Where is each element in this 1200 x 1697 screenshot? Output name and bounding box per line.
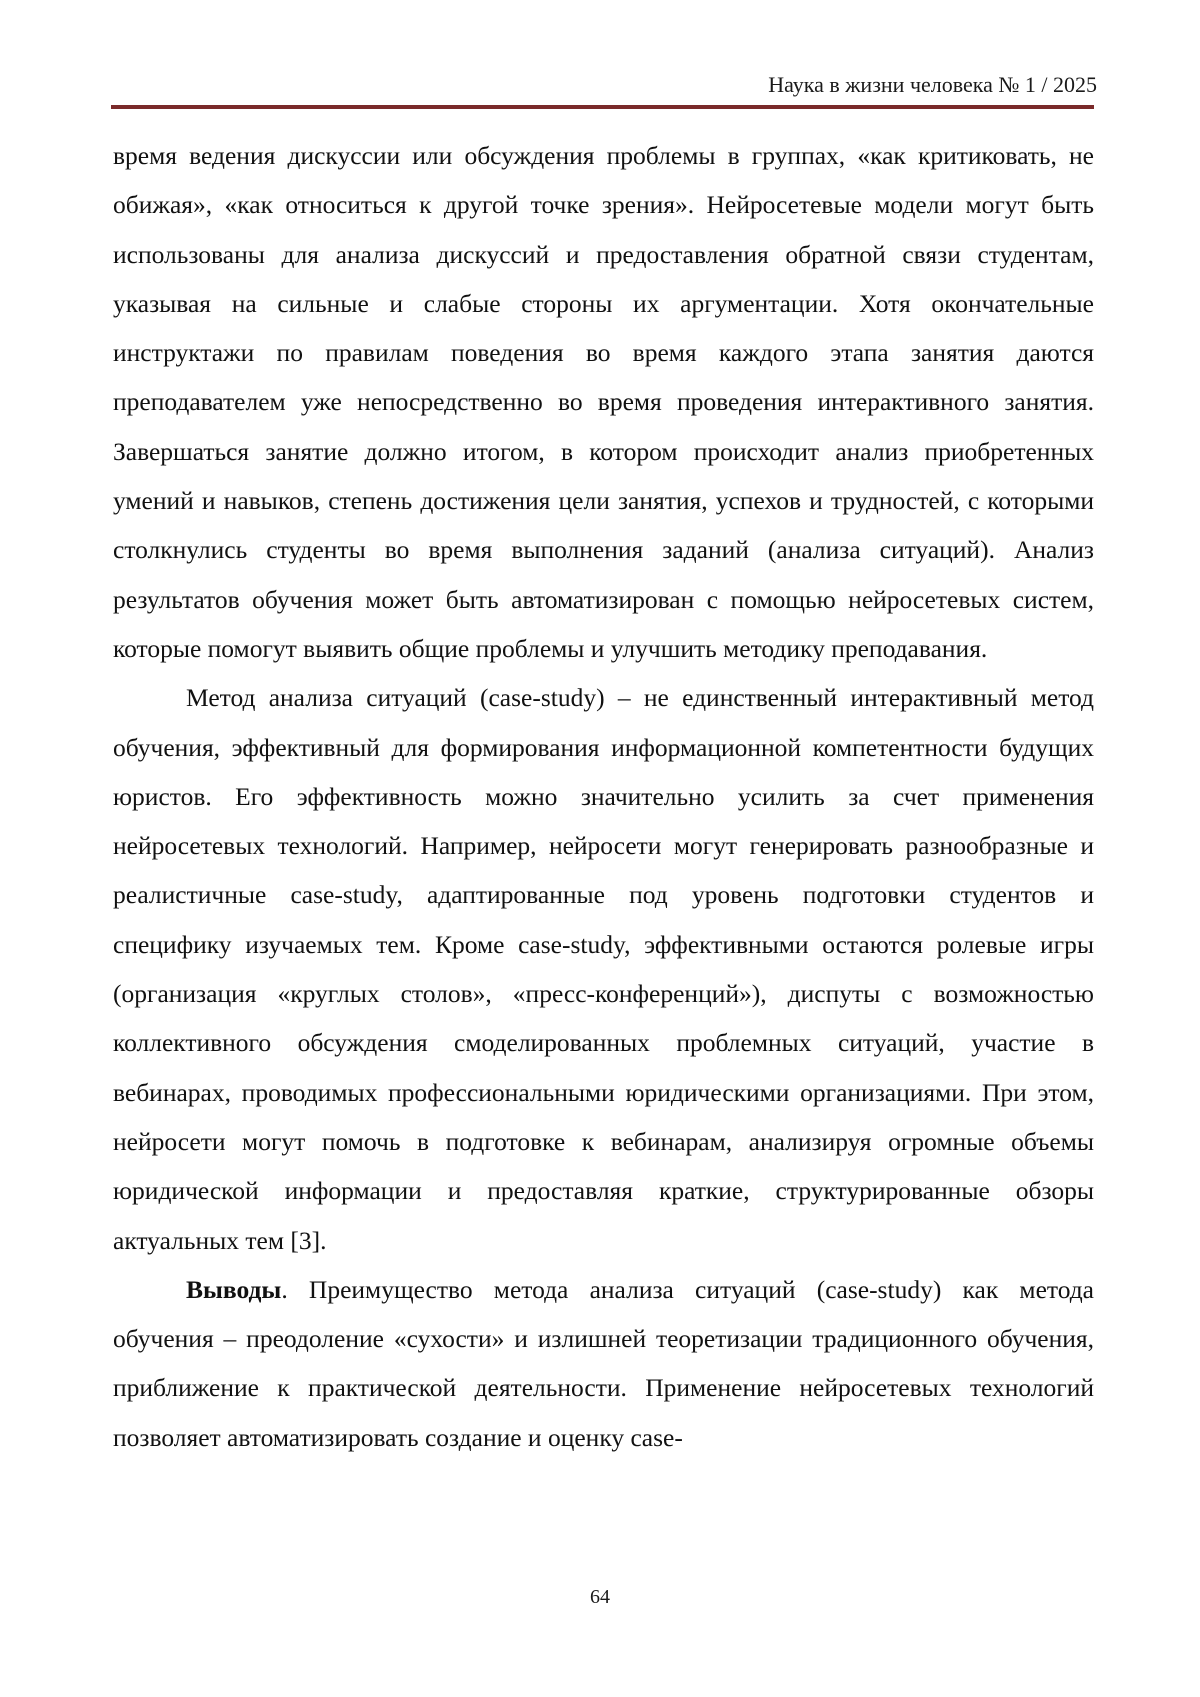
paragraph-3-text: . Преимущество метода анализа ситуаций (case-study) как метода обучения – преодоление «сухости» и излишней теоретизации традиционного обучения, приближение к практической деятельности. Применение нейросетевых технологий позволяет автоматизировать создание и оценку case- xyxy=(113,1274,1094,1452)
body-text xyxy=(113,131,1094,1462)
running-header: Наука в жизни человека № 1 / 2025 xyxy=(768,72,1097,97)
paragraph-2: Метод анализа ситуаций (case-study) – не единственный интерактивный метод обучения, эффективный для формирования информационной компетентности будущих юристов. Его эффективность можно значительно усилить за счет применения нейросетевых технологий. Например, нейросети могут генерировать разнообразные и реалистичные case-study, адаптированные под уровень подготовки студентов и специфику изучаемых тем. Кроме case-study, эффективными остаются ролевые игры (организация «круглых столов», «пресс-конференций»), диспуты с возможностью коллективного обсуждения смоделированных проблемных ситуаций, участие в вебинарах, проводимых профессиональными юридическими организациями. При этом, нейросети могут помочь в подготовке к вебинарам, анализируя огромные объемы юридической информации и предоставляя краткие, структурированные обзоры актуальных тем [3]. xyxy=(113,683,1094,1255)
page-number: 64 xyxy=(590,1586,610,1608)
conclusions-heading: Выводы xyxy=(186,1274,282,1304)
header-rule xyxy=(111,105,1094,109)
paragraph-1: время ведения дискуссии или обсуждения проблемы в группах, «как критиковать, не обижая», «как относиться к другой точке зрения». Нейросетевые модели могут быть использованы для анализа дискуссий и предоставления обратной связи студентам, указывая на сильные и слабые стороны их аргументации. Хотя окончательные инструктажи по правилам поведения во время каждого этапа занятия даются преподавателем уже непосредственно во время проведения интерактивного занятия. Завершаться занятие должно итогом, в котором происходит анализ приобретенных умений и навыков, степень достижения цели занятия, успехов и трудностей, с которыми столкнулись студенты во время выполнения заданий (анализа ситуаций). Анализ результатов обучения может быть автоматизирован с помощью нейросетевых систем, которые помогут выявить общие проблемы и улучшить методику преподавания. xyxy=(113,141,1094,663)
paragraph-3 xyxy=(113,1265,1094,1462)
